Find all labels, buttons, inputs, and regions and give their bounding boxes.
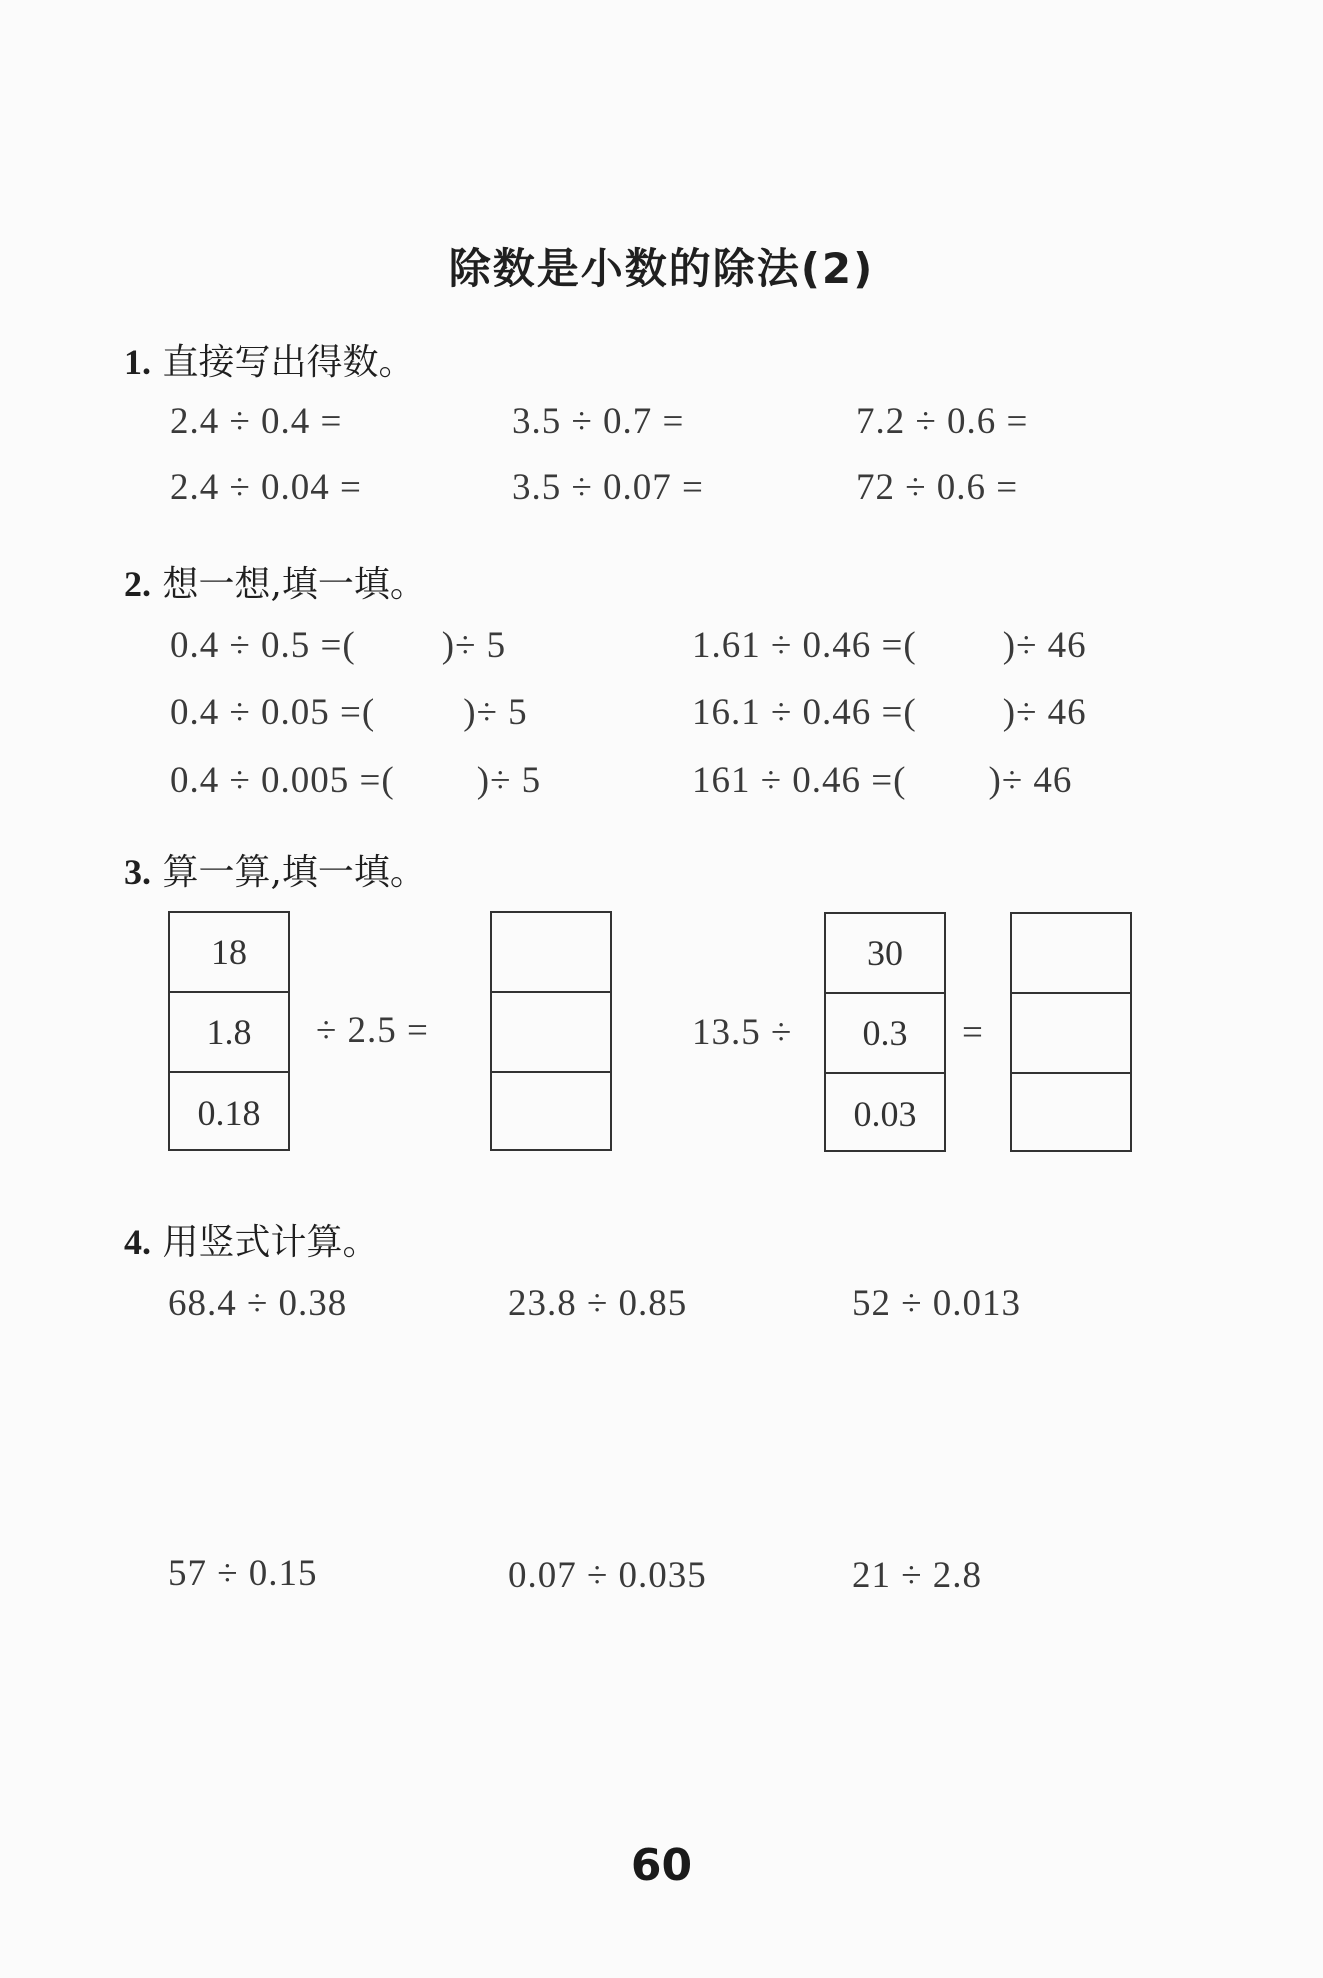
equation-right: )÷ 5 [476,760,542,801]
divisor-cell: 0.3 [826,994,944,1074]
divisor-cell: 30 [826,914,944,994]
equation-left: 0.4 ÷ 0.05 =( [170,692,376,733]
division-problem: 57 ÷ 0.15 [168,1553,318,1594]
section-number: 4. [124,1222,151,1262]
fill-equation [170,691,528,734]
division-problem: 0.07 ÷ 0.035 [508,1555,707,1596]
section-1-heading [124,334,414,385]
page-title: 除数是小数的除法(2) [448,244,875,293]
equation-right: )÷ 46 [988,760,1073,801]
section-title: 用竖式计算。 [162,1222,379,1263]
equation: 72 ÷ 0.6 = [856,467,1019,508]
equation: 2.4 ÷ 0.04 = [170,467,362,508]
divisor-cell: 0.03 [853,1094,917,1134]
answer-box [490,911,612,1151]
equation-right: )÷ 5 [441,625,507,666]
division-problem: 23.8 ÷ 0.85 [508,1283,688,1324]
dividend-cell: 18 [170,913,288,993]
answer-cell[interactable] [492,913,610,993]
page-number: 60 [630,1840,693,1891]
equation-left: 0.4 ÷ 0.005 =( [170,760,395,801]
fill-equation [692,759,1072,802]
fill-equation [170,759,541,802]
answer-cell[interactable] [1012,914,1130,994]
fill-equation [692,624,1087,667]
answer-cell[interactable] [492,993,610,1073]
equation: 3.5 ÷ 0.07 = [512,467,704,508]
section-number: 3. [124,852,151,892]
equation: 7.2 ÷ 0.6 = [856,401,1029,442]
division-problem: 68.4 ÷ 0.38 [168,1283,348,1324]
equation-right: )÷ 5 [463,692,528,733]
section-title: 算一算,填一填。 [162,852,426,893]
section-2-heading [124,556,426,607]
equals-sign: = [962,1012,984,1053]
answer-cell[interactable] [492,1073,610,1153]
equation-left: 1.61 ÷ 0.46 =( [692,625,917,666]
fill-equation [170,624,506,667]
section-title: 想一想,填一填。 [162,564,426,605]
section-3-heading [124,844,426,895]
dividend-cell: 1.8 [170,993,288,1073]
equation-left: 16.1 ÷ 0.46 =( [692,692,917,733]
section-number: 1. [124,342,151,382]
operator-divisor: ÷ 2.5 = [316,1010,429,1051]
section-number: 2. [124,564,151,604]
divisor-box [824,912,946,1152]
division-problem: 52 ÷ 0.013 [852,1283,1022,1324]
answer-cell[interactable] [1012,994,1130,1074]
section-4-heading [124,1214,378,1265]
equation-left: 0.4 ÷ 0.5 =( [170,625,356,666]
equation-right: )÷ 46 [1002,692,1087,733]
equation: 2.4 ÷ 0.4 = [170,401,343,442]
section-title: 直接写出得数。 [162,342,415,383]
equation-left: 161 ÷ 0.46 =( [692,760,907,801]
answer-box [1010,912,1132,1152]
dividend-box [168,911,290,1151]
dividend-cell: 0.18 [197,1093,261,1133]
equation-right: )÷ 46 [1002,625,1087,666]
answer-cell[interactable] [1012,1074,1130,1154]
equation: 3.5 ÷ 0.7 = [512,401,685,442]
fill-equation [692,691,1087,734]
dividend-operator: 13.5 ÷ [692,1012,793,1053]
division-problem: 21 ÷ 2.8 [852,1555,983,1596]
